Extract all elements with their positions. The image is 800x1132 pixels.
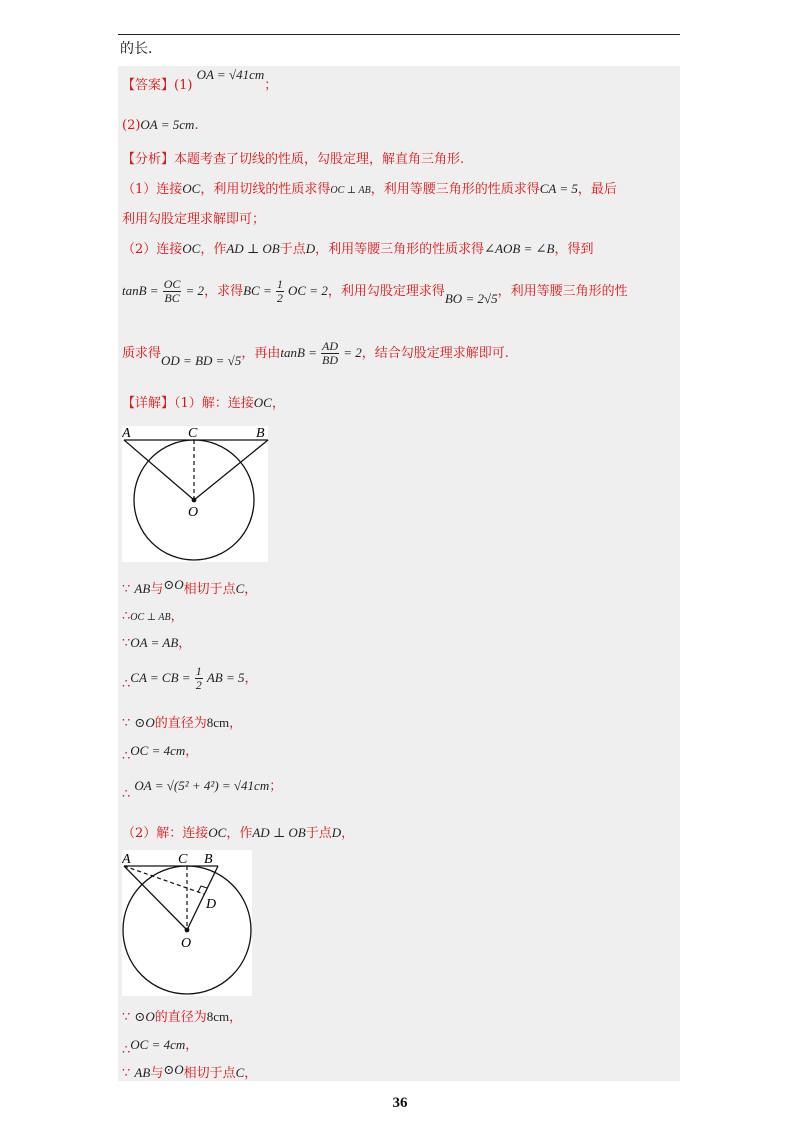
proof2-l1-text: 的直径为 [154,1010,207,1025]
proof1-l4-post: AB = 5 [206,670,245,685]
tan2-den: BD [322,353,339,367]
proof1-l1-tail: ， [244,582,258,597]
figure-2-label-o: O [181,936,192,951]
tan-eq: = 2 [185,283,205,298]
proof1-line2 [122,605,184,624]
proof1-l5-circle: ⊙O [134,715,155,730]
because-symbol: ∵ [122,582,131,597]
analysis-step2-line1 [122,238,593,257]
proof1-line4 [122,665,258,692]
bc-tail: OC = 2 [288,283,328,298]
tan-fraction [163,278,182,305]
proof2-l1-circle: ⊙O [134,1009,155,1024]
part2-perp: AD ⊥ OB [252,825,306,840]
proof2-l3-tail: ， [244,1066,258,1081]
detail-text-b: ， [271,396,285,411]
analysis-label: 【分析】 [122,152,175,167]
proof2-l3-text-a: 与 [150,1066,164,1081]
bc-fraction [276,278,284,305]
step2-text-a: （2）连接 [122,242,183,257]
figure-2-label-d: D [206,897,217,912]
bc-den: 2 [276,291,283,305]
analysis-text: 本题考查了切线的性质，勾股定理，解直角三角形. [174,152,465,167]
part2-text-a: （2）解：连接 [122,826,209,841]
proof2-l2-math: OC = 4cm [130,1037,186,1052]
step2-d: D [305,241,316,256]
answer-1-prefix: (1) [174,78,193,93]
proof2-line2 [122,1034,199,1058]
detail-label: 【详解】 [122,396,175,411]
figure-1-label-a: A [122,426,131,441]
proof1-l5-text: 的直径为 [154,716,207,731]
proof1-l2-math: OC ⊥ AB [130,612,171,623]
answer-label: 【答案】 [122,78,175,93]
proof1-l6-tail: ， [185,744,199,759]
figure-2-label-a: A [122,852,131,867]
proof1-line7 [122,775,283,802]
figure-1-label-c: C [188,426,198,441]
bc-num: 1 [276,277,283,291]
because-symbol: ∵ [122,636,131,651]
tan-den: BC [164,291,180,305]
step2-text-f: ，得到 [554,242,594,257]
analysis-step2-line2 [122,278,628,305]
figure-1-circle-tangent [122,426,272,562]
proof2-l2-tail: ， [185,1038,199,1053]
therefore-symbol: ∴ [122,787,131,802]
figure-1-center-dot [192,498,197,503]
answer-2-math: OA = 5cm [140,117,195,132]
bo-math: BO = 2√5 [444,291,498,306]
proof1-l4-fraction [195,665,203,692]
answer-line-2 [122,117,199,133]
proof1-l1-circle: ⊙O [163,577,184,592]
proof2-line3 [122,1062,257,1081]
step1-oc: OC [182,181,201,196]
part2-oc: OC [208,825,227,840]
tan-prefix: tanB = [122,283,159,298]
part2-text-b: ，作 [226,826,253,841]
proof1-l2-tail: ， [170,609,184,624]
because-symbol: ∵ [122,1066,131,1081]
header-rule [118,34,680,35]
proof1-l5-val: 8cm [206,715,230,730]
part2-line [122,822,354,841]
lead-text: 的长. [120,41,153,57]
step1-text-a: （1）连接 [122,182,183,197]
step1-ca: CA = 5 [539,181,578,196]
proof1-l7-math: OA = √(5² + 4²) = √41cm [134,778,270,793]
proof1-l1-ab: AB [134,581,151,596]
because-symbol: ∵ [122,1010,131,1025]
proof1-l1-c: C [235,581,245,596]
tan-num: OC [163,277,181,291]
step1-perp: OC ⊥ AB [330,185,371,196]
od-math: OD = BD = √5 [161,353,242,368]
tan-end: ，利用等腰三角形的性 [497,284,628,299]
detail-line [122,392,285,411]
line3-text-c: ，结合勾股定理求解即可. [361,346,509,361]
line3-text-b: ，再由 [241,346,281,361]
page-number: 36 [392,1095,408,1111]
proof1-line6 [122,740,199,764]
proof2-l3-circle: ⊙O [163,1062,184,1077]
step1-text-b: ，利用切线的性质求得 [200,182,331,197]
proof2-l1-val: 8cm [206,1009,230,1024]
figure-1-label-b: B [256,426,265,441]
proof1-l1-text-b: 相切于点 [183,582,236,597]
step2-text-e: ，利用等腰三角形的性质求得 [315,242,485,257]
proof2-line1 [122,1006,242,1025]
proof1-line1 [122,578,257,597]
part2-tail: ， [341,826,355,841]
figure-2-center-dot [185,928,190,933]
therefore-symbol: ∴ [122,749,131,764]
therefore-symbol: ∴ [122,1043,131,1058]
step2-text-b: ，作 [200,242,227,257]
answer-1-math: OA = √41cm [196,67,265,82]
proof1-l3-tail: ， [178,636,192,651]
answer-2-prefix: (2) [122,118,141,133]
tan-mid2: ，利用勾股定理求得 [327,284,445,299]
proof1-l5-tail: ， [229,716,243,731]
analysis-step2-line3 [122,340,509,367]
proof1-l7-tail: ； [269,779,283,794]
step2-oc: OC [182,241,201,256]
proof1-l4-den: 2 [195,678,202,692]
proof1-line5 [122,712,242,731]
step2-angle: ∠AOB = ∠B [484,241,555,256]
figure-1-background [122,426,268,562]
detail-oc: OC [253,395,272,410]
proof1-l1-text-a: 与 [150,582,164,597]
proof1-l3-math: OA = AB [130,635,179,650]
step2-perp: AD ⊥ OB [226,241,280,256]
tan2-eq: = 2 [343,345,362,360]
analysis-step1-line1 [122,178,617,197]
tan2-fraction [321,340,339,367]
proof1-l4-tail: ， [244,671,258,686]
proof2-l3-c: C [235,1065,245,1080]
proof2-l3-text-b: 相切于点 [183,1066,236,1081]
because-symbol: ∵ [122,716,131,731]
proof1-line3 [122,632,191,651]
figure-2-label-b: B [204,852,213,867]
tan-mid: ，求得 [204,284,244,299]
proof1-l4-pre: CA = CB = [130,670,191,685]
figure-2-circle-perpendicular [122,850,254,996]
proof2-l3-ab: AB [134,1065,151,1080]
analysis-line [122,148,464,167]
detail-text-a: （1）解：连接 [174,396,254,411]
line3-text-a: 质求得 [122,346,162,361]
proof2-l1-tail: ， [229,1010,243,1025]
answer-1-tail: ； [264,78,278,93]
proof1-l4-num: 1 [195,664,202,678]
analysis-step1-line2: 利用勾股定理求解即可； [122,212,266,227]
therefore-symbol: ∴ [122,609,131,624]
figure-2-label-c: C [178,852,188,867]
answer-2-tail: . [194,118,199,133]
part2-text-c: 于点 [305,826,332,841]
answer-line-1 [122,67,278,93]
step1-text-d: ，最后 [577,182,617,197]
bc-prefix: BC = [243,283,272,298]
tan2-prefix: tanB = [280,345,317,360]
tan2-num: AD [322,339,339,353]
step2-text-c: 于点 [279,242,306,257]
step1-text-c: ，利用等腰三角形的性质求得 [370,182,540,197]
therefore-symbol: ∴ [122,677,131,692]
figure-1-label-o: O [188,505,199,520]
proof1-l6-math: OC = 4cm [130,743,186,758]
part2-d: D [331,825,342,840]
